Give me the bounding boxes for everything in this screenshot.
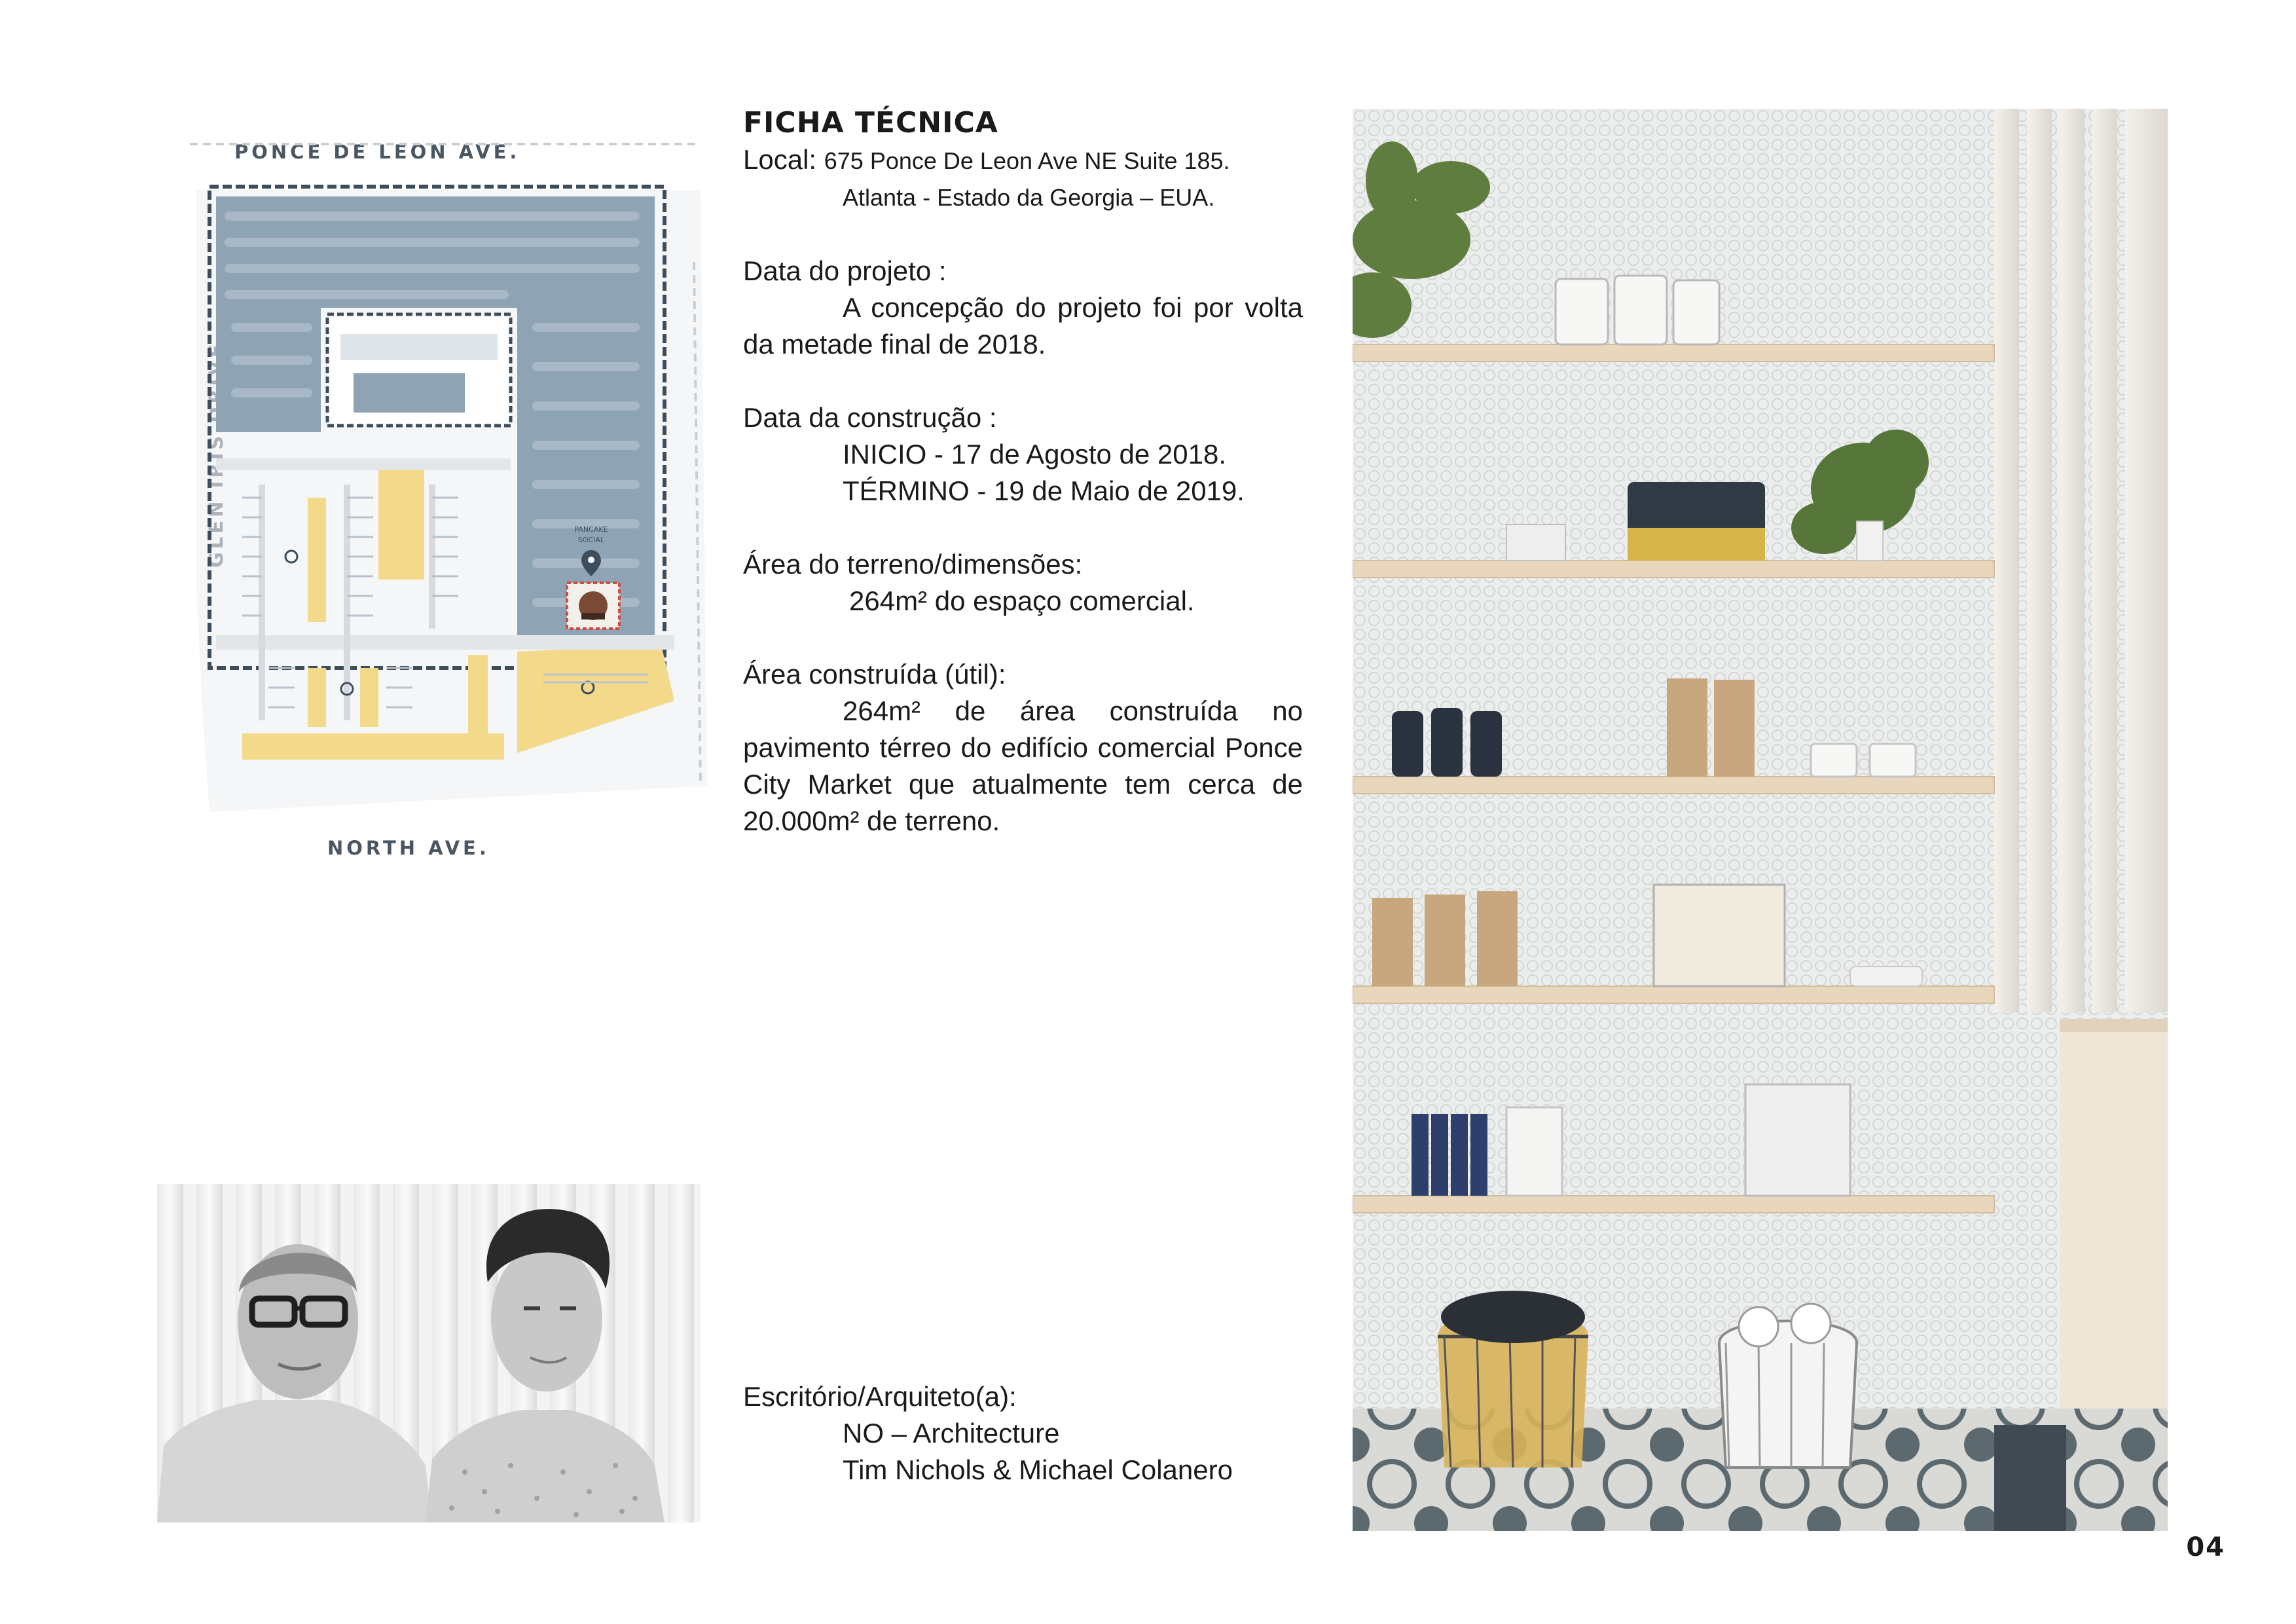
local-address-line1: 675 Ponce De Leon Ave NE Suite 185. [824, 147, 1230, 174]
land-area-value: 264m² do espaço comercial. [849, 585, 1195, 616]
site-map [151, 131, 720, 877]
interior-shelves-photo [1353, 109, 2168, 1531]
local-address-line2: Atlanta - Estado da Georgia – EUA. [843, 184, 1215, 211]
construction-end: TÉRMINO - 19 de Maio de 2019. [843, 475, 1245, 506]
local-label: Local: [743, 144, 817, 175]
page-number: 04 [2186, 1532, 2225, 1562]
architect-office: NO – Architecture [843, 1418, 1060, 1449]
architects-portrait-photo [157, 1184, 701, 1522]
land-area-label: Área do terreno/dimensões: [743, 549, 1083, 580]
built-area-text: 264m² de área construída no pavimento térreo do edifício comercial Ponce City Market que atualmente tem cerca de 20.000m² de terreno. [743, 695, 1303, 836]
street-label-ponce-de-leon: PONCE DE LEON AVE. [234, 141, 520, 163]
technical-sheet [743, 105, 1303, 840]
street-label-north-ave: NORTH AVE. [327, 837, 490, 859]
project-date-label: Data do projeto : [743, 255, 947, 286]
architect-names: Tim Nichols & Michael Colanero [843, 1454, 1233, 1485]
local-row [743, 141, 1303, 179]
architect-block [743, 1378, 1303, 1488]
site-plan-drawing [151, 131, 720, 877]
project-date-text: A concepção do projeto foi por volta da metade final de 2018. [743, 292, 1303, 360]
built-area-label: Área construída (útil): [743, 659, 1006, 690]
construction-date-label: Data da construção : [743, 402, 997, 433]
sheet-title: FICHA TÉCNICA [743, 106, 998, 139]
marker-label-line2: SOCIAL [577, 536, 605, 544]
marker-label-line1: PANCAKE [574, 525, 608, 534]
construction-start: INICIO - 17 de Agosto de 2018. [843, 439, 1227, 470]
architect-label: Escritório/Arquiteto(a): [743, 1381, 1017, 1412]
